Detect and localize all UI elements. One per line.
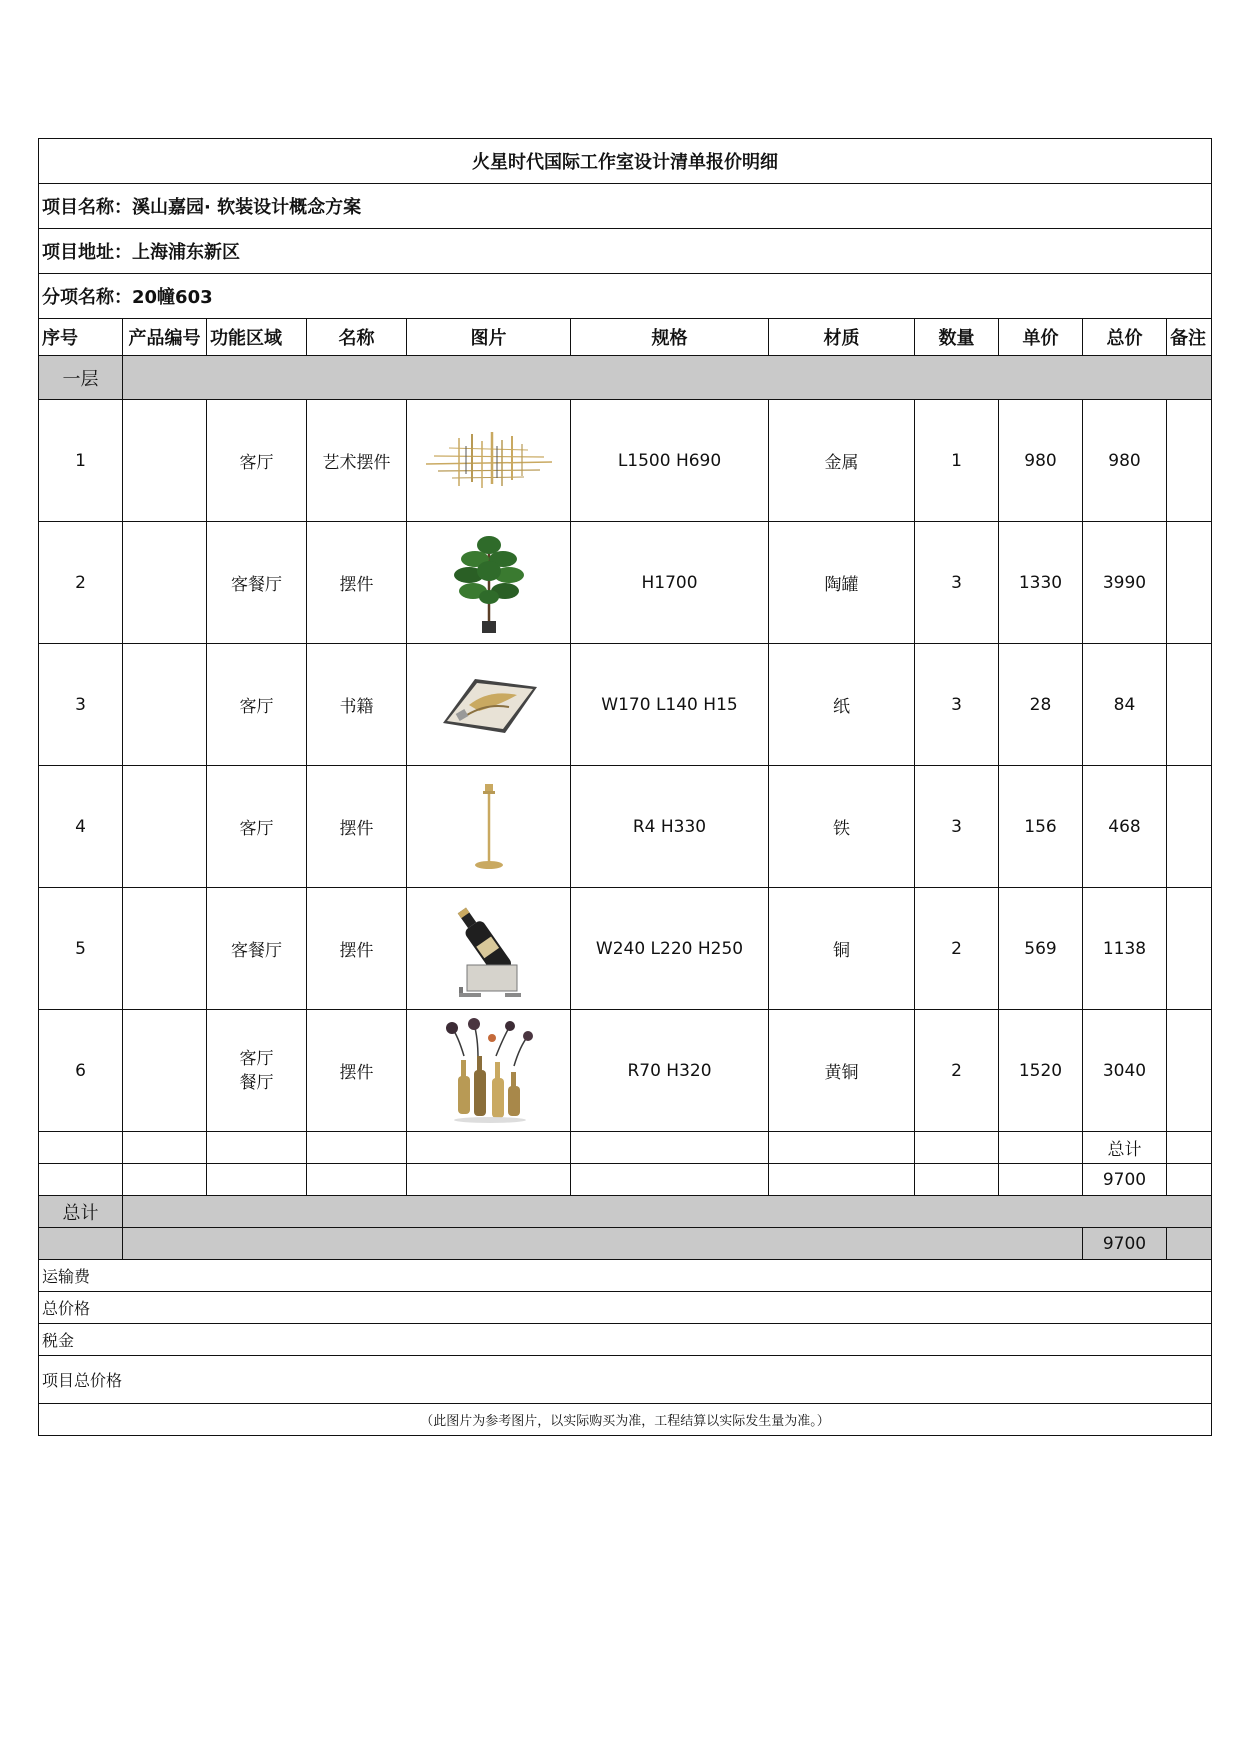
subtotal-value: 9700: [1083, 1164, 1167, 1196]
item-remark: [1167, 522, 1212, 644]
table-row: [39, 644, 1212, 766]
header-total-price: 总价: [1083, 319, 1167, 356]
item-image: [407, 766, 571, 888]
item-qty: 3: [915, 644, 999, 766]
project-total-label: 项目总价格: [39, 1356, 1212, 1404]
item-name: 摆件: [307, 766, 407, 888]
item-no: 2: [39, 522, 123, 644]
item-material: 铜: [769, 888, 915, 1010]
subtotal-label: 总计: [1083, 1132, 1167, 1164]
item-image: [407, 1010, 571, 1132]
item-code: [123, 400, 207, 522]
potted-tree-image: [449, 531, 529, 635]
item-name: 艺术摆件: [307, 400, 407, 522]
item-remark: [1167, 400, 1212, 522]
table-row: [39, 766, 1212, 888]
project-address: 项目地址：上海浦东新区: [39, 229, 1212, 274]
item-spec: R70 H320: [571, 1010, 769, 1132]
item-area: [207, 1010, 307, 1132]
item-total-price: 980: [1083, 400, 1167, 522]
item-area: 客厅: [207, 400, 307, 522]
item-name: 摆件: [307, 522, 407, 644]
item-no: 3: [39, 644, 123, 766]
item-total-price: 1138: [1083, 888, 1167, 1010]
item-image: [407, 888, 571, 1010]
table-row: [39, 1010, 1212, 1132]
item-spec: L1500 H690: [571, 400, 769, 522]
item-spec: W240 L220 H250: [571, 888, 769, 1010]
total-label: 总计: [39, 1196, 123, 1228]
item-total-price: 3990: [1083, 522, 1167, 644]
item-material: 纸: [769, 644, 915, 766]
item-material: 陶罐: [769, 522, 915, 644]
item-spec: H1700: [571, 522, 769, 644]
total-value-row: [39, 1228, 1212, 1260]
item-remark: [1167, 766, 1212, 888]
section-label: 一层: [39, 356, 123, 400]
table-row: [39, 522, 1212, 644]
item-unit-price: 1330: [999, 522, 1083, 644]
candle-holder-image: [469, 782, 509, 872]
header-no: 序号: [39, 319, 123, 356]
item-image: [407, 522, 571, 644]
metal-art-sculpture-image: [424, 426, 554, 496]
table-row: [39, 400, 1212, 522]
header-unit-price: 单价: [999, 319, 1083, 356]
item-total-price: 3040: [1083, 1010, 1167, 1132]
item-no: 4: [39, 766, 123, 888]
item-no: 6: [39, 1010, 123, 1132]
item-qty: 2: [915, 1010, 999, 1132]
header-area: 功能区域: [207, 319, 307, 356]
item-spec: W170 L140 H15: [571, 644, 769, 766]
sheet-title: 火星时代国际工作室设计清单报价明细: [39, 139, 1212, 184]
item-code: [123, 522, 207, 644]
header-code: 产品编号: [123, 319, 207, 356]
item-spec: R4 H330: [571, 766, 769, 888]
item-area: 客餐厅: [207, 888, 307, 1010]
header-spec: 规格: [571, 319, 769, 356]
table-row: [39, 888, 1212, 1010]
project-name: 项目名称：溪山嘉园· 软装设计概念方案: [39, 184, 1212, 229]
header-row: [39, 319, 1212, 356]
total-price-label: 总价格: [39, 1292, 1212, 1324]
item-qty: 3: [915, 766, 999, 888]
subtotal-label-row: [39, 1132, 1212, 1164]
sub-item-name: 分项名称：20幢603: [39, 274, 1212, 319]
item-qty: 2: [915, 888, 999, 1010]
item-qty: 1: [915, 400, 999, 522]
header-material: 材质: [769, 319, 915, 356]
item-unit-price: 28: [999, 644, 1083, 766]
header-qty: 数量: [915, 319, 999, 356]
total-value: 9700: [1083, 1228, 1167, 1260]
item-name: 摆件: [307, 1010, 407, 1132]
item-area: 客厅: [207, 766, 307, 888]
section-row: [39, 356, 1212, 400]
item-unit-price: 980: [999, 400, 1083, 522]
item-remark: [1167, 644, 1212, 766]
item-code: [123, 1010, 207, 1132]
header-image: 图片: [407, 319, 571, 356]
tax-label: 税金: [39, 1324, 1212, 1356]
book-image: [439, 675, 539, 735]
quotation-sheet: [38, 138, 1211, 1436]
subtotal-value-row: [39, 1164, 1212, 1196]
quotation-table: [38, 138, 1212, 1436]
item-material: 金属: [769, 400, 915, 522]
vases-with-flowers-image: [444, 1016, 534, 1126]
item-no: 1: [39, 400, 123, 522]
total-label-row: [39, 1196, 1212, 1228]
footnote: （此图片为参考图片，以实际购买为准，工程结算以实际发生量为准。）: [39, 1404, 1212, 1436]
item-remark: [1167, 888, 1212, 1010]
item-code: [123, 766, 207, 888]
item-image: [407, 400, 571, 522]
item-material: 黄铜: [769, 1010, 915, 1132]
item-name: 书籍: [307, 644, 407, 766]
item-area: 客餐厅: [207, 522, 307, 644]
shipping-fee-label: 运输费: [39, 1260, 1212, 1292]
item-no: 5: [39, 888, 123, 1010]
wine-bottle-holder-image: [449, 899, 529, 999]
item-area-line1: 客厅: [239, 1048, 274, 1069]
item-total-price: 84: [1083, 644, 1167, 766]
item-qty: 3: [915, 522, 999, 644]
item-unit-price: 569: [999, 888, 1083, 1010]
item-area: 客厅: [207, 644, 307, 766]
header-name: 名称: [307, 319, 407, 356]
header-remark: 备注: [1167, 319, 1212, 356]
item-code: [123, 644, 207, 766]
item-area-line2: 餐厅: [239, 1072, 274, 1093]
item-code: [123, 888, 207, 1010]
item-unit-price: 156: [999, 766, 1083, 888]
item-name: 摆件: [307, 888, 407, 1010]
item-remark: [1167, 1010, 1212, 1132]
item-unit-price: 1520: [999, 1010, 1083, 1132]
item-image: [407, 644, 571, 766]
item-total-price: 468: [1083, 766, 1167, 888]
item-material: 铁: [769, 766, 915, 888]
